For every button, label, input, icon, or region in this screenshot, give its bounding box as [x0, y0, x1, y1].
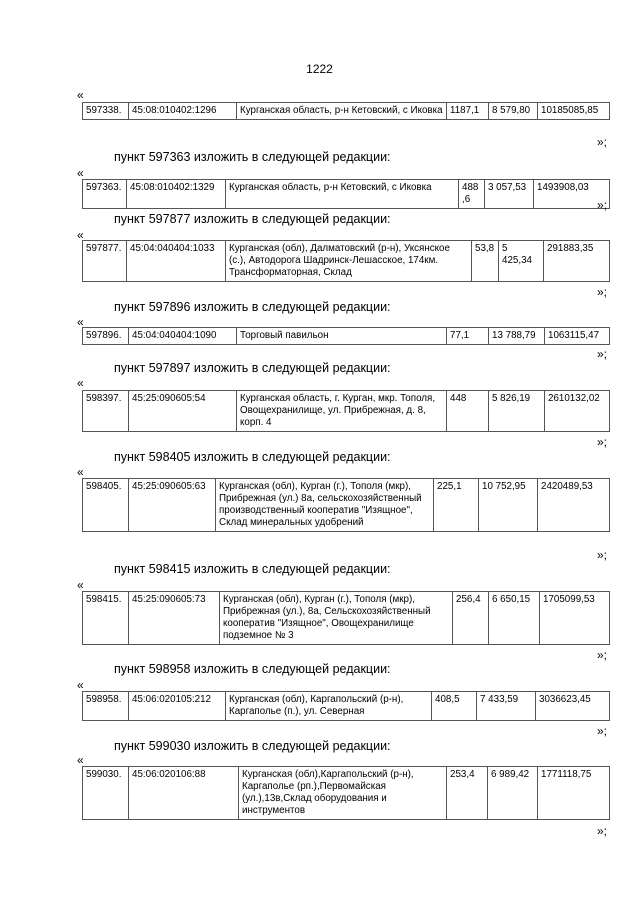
cadastral-value: 2610132,02 [545, 391, 610, 432]
record-table-598405 [82, 478, 610, 532]
table-row [83, 479, 610, 532]
cadastral-number: 45:04:040404:1090 [129, 328, 237, 345]
address: Курганская область, р-н Кетовский, с Иковка [226, 180, 459, 209]
instruction-597877: пункт 597877 изложить в следующей редакции: [114, 212, 391, 226]
quote-open: « [77, 228, 84, 242]
table-row [83, 180, 610, 209]
record-table-598397 [82, 390, 610, 432]
instruction-598415: пункт 598415 изложить в следующей редакции: [114, 562, 391, 576]
record-number: 597363. [83, 180, 127, 209]
cadastral-value: 1493908,03 [534, 180, 610, 209]
cadastral-value: 1063115,47 [545, 328, 610, 345]
quote-open: « [77, 315, 84, 329]
rate: 13 788,79 [489, 328, 545, 345]
cadastral-value: 1771118,75 [538, 767, 610, 820]
record-number: 597338. [83, 103, 129, 120]
page-number: 1222 [306, 62, 333, 76]
cadastral-number: 45:06:020106:88 [129, 767, 239, 820]
quote-close: »; [597, 648, 608, 662]
cadastral-number: 45:06:020105:212 [129, 692, 226, 721]
quote-close: »; [597, 135, 608, 149]
cadastral-value: 1705099,53 [540, 592, 610, 645]
area: 408,5 [432, 692, 477, 721]
address: Курганская (обл),Каргапольский (р-н), Каргаполье (рп.),Первомайская (ул.),13в,Склад оборудования и инструментов [239, 767, 447, 820]
instruction-597897: пункт 597897 изложить в следующей редакции: [114, 361, 391, 375]
address: Курганская (обл), Курган (г.), Тополя (мкр), Прибрежная (ул.), 8а, Сельскохозяйственный кооператив "Изящное", Овощехранилище подземное № 3 [220, 592, 453, 645]
record-table-599030 [82, 766, 610, 820]
record-table-597363 [82, 179, 610, 209]
record-number: 598405. [83, 479, 129, 532]
rate: 5 826,19 [489, 391, 545, 432]
record-table-597896 [82, 327, 610, 345]
address: Курганская (обл), Курган (г.), Тополя (мкр), Прибрежная (ул.) 8а, сельскохозяйственный производственный кооператив "Изящное", Склад минеральных удобрений [216, 479, 434, 532]
quote-close: »; [597, 824, 608, 838]
instruction-597363: пункт 597363 изложить в следующей редакции: [114, 150, 391, 164]
quote-open: « [77, 376, 84, 390]
cadastral-number: 45:25:090605:73 [129, 592, 220, 645]
quote-open: « [77, 88, 84, 102]
rate: 5 425,34 [499, 241, 544, 282]
area: 1187,1 [447, 103, 489, 120]
table-row [83, 103, 610, 120]
record-number: 599030. [83, 767, 129, 820]
cadastral-number: 45:04:040404:1033 [127, 241, 226, 282]
table-row [83, 592, 610, 645]
area: 53,8 [472, 241, 499, 282]
record-table-597338 [82, 102, 610, 120]
table-row [83, 241, 610, 282]
record-table-598958 [82, 691, 610, 721]
rate: 7 433,59 [477, 692, 536, 721]
cadastral-number: 45:25:090605:63 [129, 479, 216, 532]
address: Курганская (обл), Далматовский (р-н), Уксянское (с.), Автодорога Шадринск-Лешасское, 174км. Трансформаторная, Склад [226, 241, 472, 282]
quote-open: « [77, 578, 84, 592]
rate: 6 650,15 [489, 592, 540, 645]
area: 256,4 [453, 592, 489, 645]
quote-close: »; [597, 347, 608, 361]
record-table-597877 [82, 240, 610, 282]
record-number: 598397. [83, 391, 129, 432]
area: 488,6 [459, 180, 485, 209]
quote-open: « [77, 465, 84, 479]
table-row [83, 391, 610, 432]
area: 253,4 [447, 767, 488, 820]
cadastral-value: 10185085,85 [538, 103, 610, 120]
cadastral-number: 45:08:010402:1296 [129, 103, 237, 120]
table-row [83, 767, 610, 820]
area: 225,1 [434, 479, 479, 532]
quote-close: »; [597, 435, 608, 449]
address: Курганская область, р-н Кетовский, с Иковка [237, 103, 447, 120]
cadastral-value: 291883,35 [544, 241, 610, 282]
record-number: 598958. [83, 692, 129, 721]
quote-open: « [77, 753, 84, 767]
address: Курганская область, г. Курган, мкр. Тополя, Овощехранилище, ул. Прибрежная, д. 8, корп. 4 [237, 391, 447, 432]
cadastral-value: 2420489,53 [538, 479, 610, 532]
address: Торговый павильон [237, 328, 447, 345]
quote-close: »; [597, 285, 608, 299]
area: 77,1 [447, 328, 489, 345]
rate: 8 579,80 [489, 103, 538, 120]
quote-close: »; [597, 548, 608, 562]
table-row [83, 692, 610, 721]
cadastral-value: 3036623,45 [536, 692, 610, 721]
rate: 3 057,53 [485, 180, 534, 209]
record-number: 597877. [83, 241, 127, 282]
quote-close: »; [597, 198, 608, 212]
instruction-597896: пункт 597896 изложить в следующей редакции: [114, 300, 391, 314]
table-row [83, 328, 610, 345]
quote-open: « [77, 678, 84, 692]
cadastral-number: 45:25:090605:54 [129, 391, 237, 432]
quote-close: »; [597, 724, 608, 738]
record-table-598415 [82, 591, 610, 645]
area: 448 [447, 391, 489, 432]
instruction-599030: пункт 599030 изложить в следующей редакции: [114, 739, 391, 753]
rate: 6 989,42 [488, 767, 538, 820]
record-number: 597896. [83, 328, 129, 345]
address: Курганская (обл), Каргапольский (р-н), Каргаполье (п.), ул. Северная [226, 692, 432, 721]
instruction-598405: пункт 598405 изложить в следующей редакции: [114, 450, 391, 464]
cadastral-number: 45:08:010402:1329 [127, 180, 226, 209]
rate: 10 752,95 [479, 479, 538, 532]
quote-open: « [77, 166, 84, 180]
record-number: 598415. [83, 592, 129, 645]
instruction-598958: пункт 598958 изложить в следующей редакции: [114, 662, 391, 676]
